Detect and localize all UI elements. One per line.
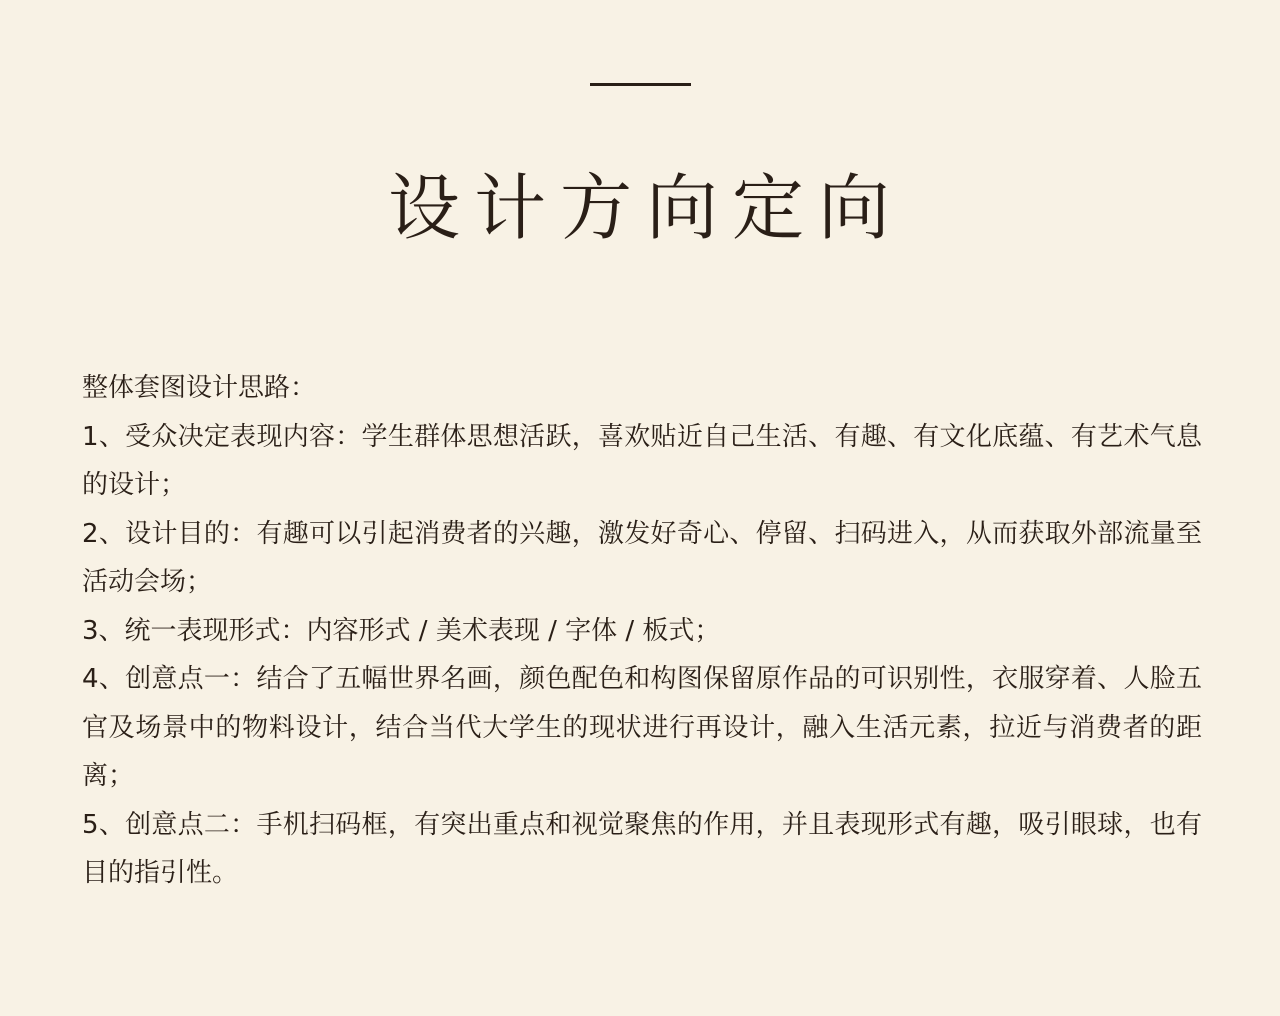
page-title: 设计方向定向 bbox=[387, 166, 904, 250]
note-item-creative-point-two: 5、创意点二：手机扫码框，有突出重点和视觉聚焦的作用，并且表现形式有趣，吸引眼球，也有目的指引性。 bbox=[82, 809, 1202, 888]
note-item-unified-form: 3、统一表现形式：内容形式 / 美术表现 / 字体 / 板式； bbox=[82, 615, 721, 646]
note-item-creative-point-one: 4、创意点一：结合了五幅世界名画，颜色配色和构图保留原作品的可识别性，衣服穿着、人脸五官及场景中的物料设计，结合当代大学生的现状进行再设计，融入生活元素，拉近与消费者的距离； bbox=[82, 664, 1202, 791]
notes-heading: 整体套图设计思路： bbox=[82, 373, 317, 403]
note-item-purpose: 2、设计目的：有趣可以引起消费者的兴趣，激发好奇心、停留、扫码进入，从而获取外部流量至活动会场； bbox=[82, 518, 1202, 597]
note-item-audience: 1、受众决定表现内容：学生群体思想活跃，喜欢贴近自己生活、有趣、有文化底蕴、有艺术气息的设计； bbox=[82, 421, 1202, 500]
title-decorative-rule bbox=[590, 83, 691, 86]
design-notes bbox=[82, 364, 1202, 898]
